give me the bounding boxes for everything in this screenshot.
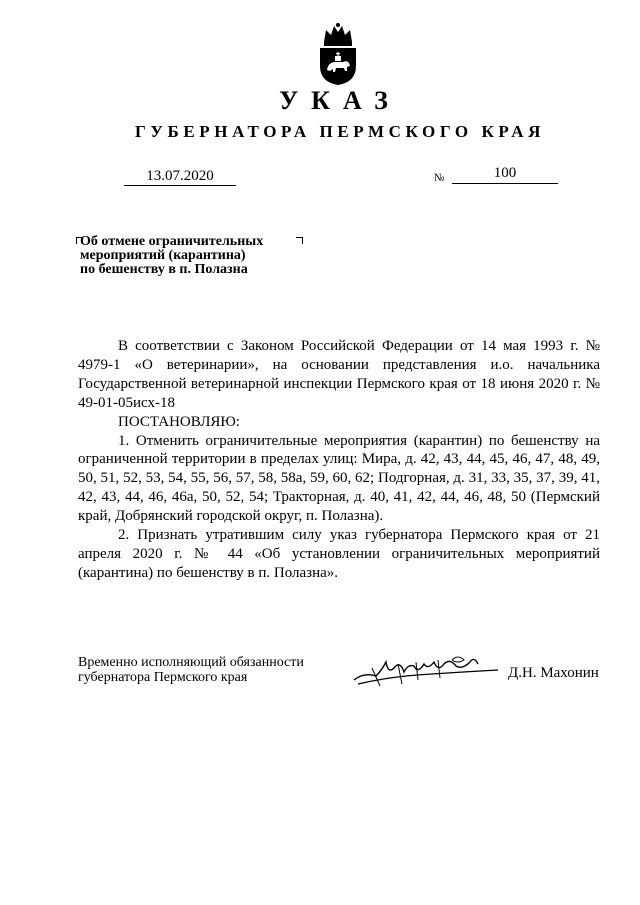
handwritten-signature [352, 650, 500, 690]
subject-line: по бешенству в п. Полазна [80, 262, 248, 277]
document-date: 13.07.2020 [124, 167, 236, 186]
signatory-position [78, 655, 358, 685]
subject-line: Об отмене ограничительных [80, 234, 264, 249]
document-number: 100 [452, 163, 558, 184]
coat-of-arms-icon [316, 22, 360, 86]
position-line: Временно исполняющий обязанности [78, 655, 304, 670]
decree-item-1: 1. Отменить ограничительные мероприятия (карантин) по бешенству на ограниченной территории в пределах улиц: Мира, д. 42, 43, 44, 45, 46, 47, 48, 49, 50, 51, 52, 53, 54, 55, 56, 57, 58, 58а, 59, 60, 62; Подгорная, д. 31, 33, 35, 37, 39, 41, 42, 43, 44, 46, 46а, 50, 52, 54; Тракторная, д. 40, 41, 42, 44, 46, 48, 50 (Пермский край, Добрянский городской округ, п. Полазна). [78, 432, 600, 525]
decree-item-2: 2. Признать утратившим силу указ губернатора Пермского края от 21 апреля 2020 г. № 44 «Об установлении ограничительных мероприятий (карантина) по бешенству в п. Полазна». [78, 527, 600, 581]
subject-line: мероприятий (карантина) [80, 248, 246, 263]
document-title: УКАЗ [279, 86, 401, 115]
number-sign: № [434, 172, 445, 184]
decree-word: ПОСТАНОВЛЯЮ: [118, 413, 240, 430]
document-subject [80, 235, 300, 277]
preamble-paragraph: В соответствии с Законом Российской Федерации от 14 мая 1993 г. № 4979-1 «О ветеринарии», на основании представления и.о. начальника Государственной ветеринарной инспекции Пермского края от 18 июня 2020 г. № 49-01-05исх-18 [78, 338, 600, 411]
signatory-name: Д.Н. Махонин [508, 665, 599, 681]
document-subtitle: ГУБЕРНАТОРА ПЕРМСКОГО КРАЯ [135, 122, 545, 141]
document-body [78, 337, 600, 583]
position-line: губернатора Пермского края [78, 670, 248, 685]
